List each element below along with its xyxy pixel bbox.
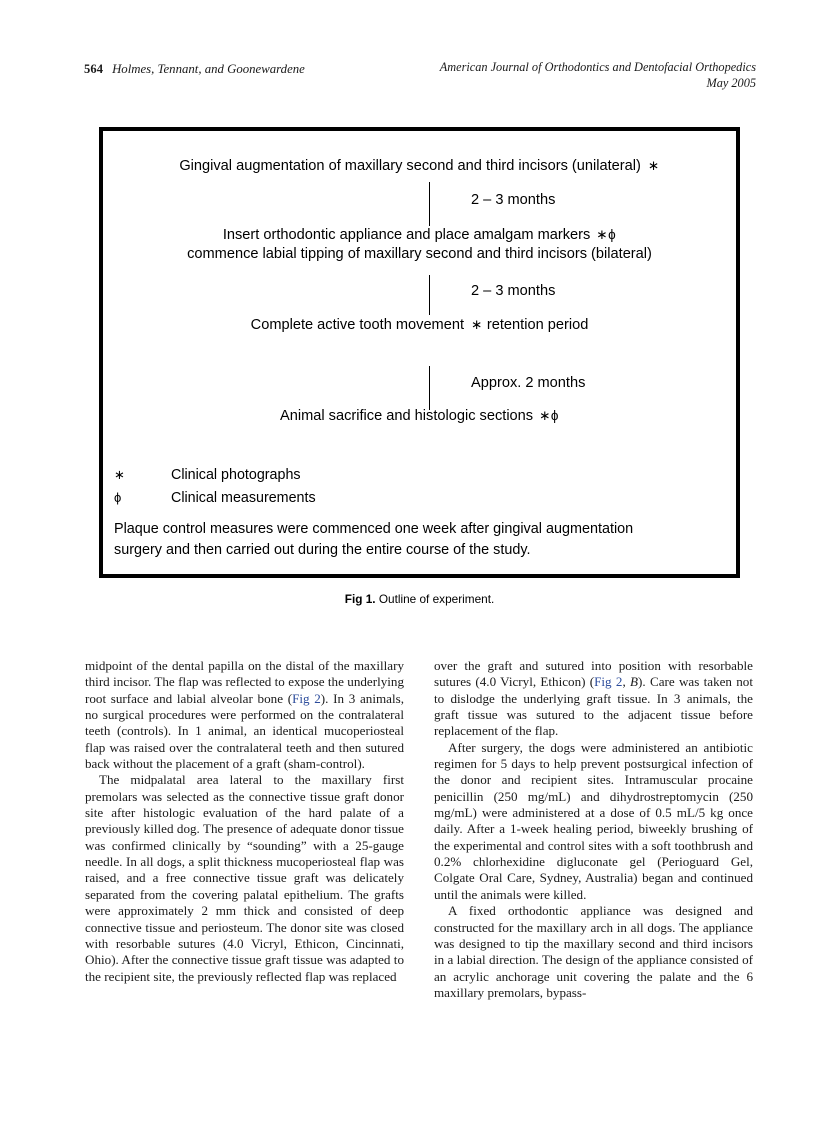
figure-caption-label: Fig 1. (344, 592, 376, 606)
figure-caption-text: Outline of experiment. (378, 592, 495, 606)
figure-note-line2: surgery and then carried out during the entire course of the study. (114, 541, 531, 558)
flow-interval-2: 2 – 3 months (471, 283, 556, 299)
flow-interval-1: 2 – 3 months (471, 192, 556, 208)
flow-connector-2 (429, 275, 430, 315)
right-p1-comma: , (622, 674, 631, 690)
running-head-authors: Holmes, Tennant, and Goonewardene (112, 62, 305, 76)
flow-step-1-symbols: ∗ (647, 158, 660, 173)
figure-1-caption (99, 592, 740, 606)
legend-label-measurements: Clinical measurements (171, 489, 316, 506)
flow-step-1-text: Gingival augmentation of maxillary second and third incisors (unilateral) (179, 158, 641, 174)
flow-step-3-line2: retention period (486, 317, 589, 333)
legend-label-photographs: Clinical photographs (171, 467, 301, 483)
flow-step-2-line1: Insert orthodontic appliance and place amalgam markers (222, 227, 591, 243)
experiment-flow-diagram (103, 131, 736, 574)
right-p1-part-a: over the graft and sutured into position with resorbable sutures (4.0 Vicryl, Ethicon) ( (434, 658, 753, 690)
flow-step-1 (103, 156, 736, 176)
flow-step-2-symbols: ∗ϕ (596, 227, 617, 242)
flow-connector-3 (429, 366, 430, 410)
page-folio: 564 (84, 62, 104, 76)
right-p1-part-b: ). Care was taken not to dislodge the underlying graft tissue. In 3 animals, the graft tissue was sutured to the adjacent tissue before replacement of the flap. (434, 674, 753, 739)
asterisk-symbol-icon: ∗ (114, 467, 125, 482)
left-paragraph-2: The midpalatal area lateral to the maxillary first premolars was selected as the connective tissue graft donor site after histologic evaluation of the hard palate of a previously killed dog. The presence of adequate donor tissue was confirmed clinically by “sounding” with a 25-gauge needle. In all dogs, a split thickness mucoperiosteal flap was raised, and a free connective tissue graft was delicately separated from the covering palatal epithelium. The grafts were approximately 2 mm thick and consisted of deep connective tissue and periosteum. The donor site was closed with resorbable sutures (4.0 Vicryl, Ethicon, Cincinnati, Ohio). After the connective tissue graft tissue was adapted to the recipient site, the previously reflected flap was replaced (85, 772, 404, 984)
flow-step-2 (103, 225, 736, 264)
flow-connector-1 (429, 182, 430, 226)
legend-row-phi (114, 487, 316, 510)
body-column-right (434, 658, 753, 1001)
figure-2-cross-reference-link[interactable]: Fig 2 (292, 690, 321, 706)
left-paragraph-1 (85, 658, 404, 772)
figure-2b-cross-reference-link[interactable]: Fig 2 (594, 674, 623, 690)
flow-step-4-symbols: ∗ϕ (539, 408, 559, 423)
flow-step-2-line2: commence labial tipping of maxillary second and third incisors (bilateral) (187, 246, 652, 262)
flow-step-4 (103, 406, 736, 426)
figure-note (114, 519, 728, 560)
flow-step-4-text: Animal sacrifice and histologic sections (280, 408, 534, 424)
issue-date: May 2005 (706, 75, 756, 90)
right-paragraph-1 (434, 658, 753, 740)
flow-interval-3: Approx. 2 months (471, 375, 586, 391)
journal-title: American Journal of Orthodontics and Dentofacial Orthopedics (439, 60, 756, 74)
flow-step-3-symbols: ∗ (471, 317, 483, 332)
phi-symbol-icon: ϕ (114, 489, 122, 505)
left-p1-part-b: ). In 3 animals, no surgical procedures were performed on the contralateral teeth (controls). In 1 animal, an identical mucoperiosteal flap was raised over the contralateral teeth and then sutured back without the placement of a graft (sham-control). (85, 690, 404, 772)
running-head-right (440, 60, 756, 91)
right-p1-panel-label: B (630, 674, 639, 690)
body-column-left (85, 658, 404, 985)
figure-legend (114, 464, 316, 509)
right-paragraph-2: After surgery, the dogs were administered an antibiotic regimen for 5 days to help prevent postsurgical infection of the donor and recipient sites. Intramuscular procaine penicillin (250 mg/mL) and dihydrostreptomycin (250 mg/mL) were administered at a dose of 0.5 mL/5 kg once daily. After a 1-week healing period, biweekly brushing of the experimental and control sites with a soft toothbrush and 0.2% chlorhexidine digluconate gel (Perioguard Gel, Colgate Oral Care, Sydney, Australia) began and continued until the animals were killed. (434, 739, 753, 902)
running-head-left (84, 60, 305, 78)
figure-note-line1: Plaque control measures were commenced one week after gingival augmentation (114, 521, 634, 537)
figure-1-box (99, 127, 740, 578)
flow-step-3-line1: Complete active tooth movement (250, 317, 465, 333)
flow-step-3 (103, 315, 736, 335)
left-p1-part-a: midpoint of the dental papilla on the distal of the maxillary third incisor. The flap was reflected to expose the underlying root surface and labial alveolar bone ( (85, 658, 404, 706)
legend-row-asterisk (114, 464, 316, 487)
running-head (84, 60, 756, 104)
right-paragraph-3: A fixed orthodontic appliance was designed and constructed for the maxillary arch in all dogs. The appliance was designed to tip the maxillary second and third incisors in a labial direction. The design of the appliance consisted of an acrylic anchorage unit covering the palate and the 6 maxillary premolars, bypass- (434, 903, 753, 1000)
